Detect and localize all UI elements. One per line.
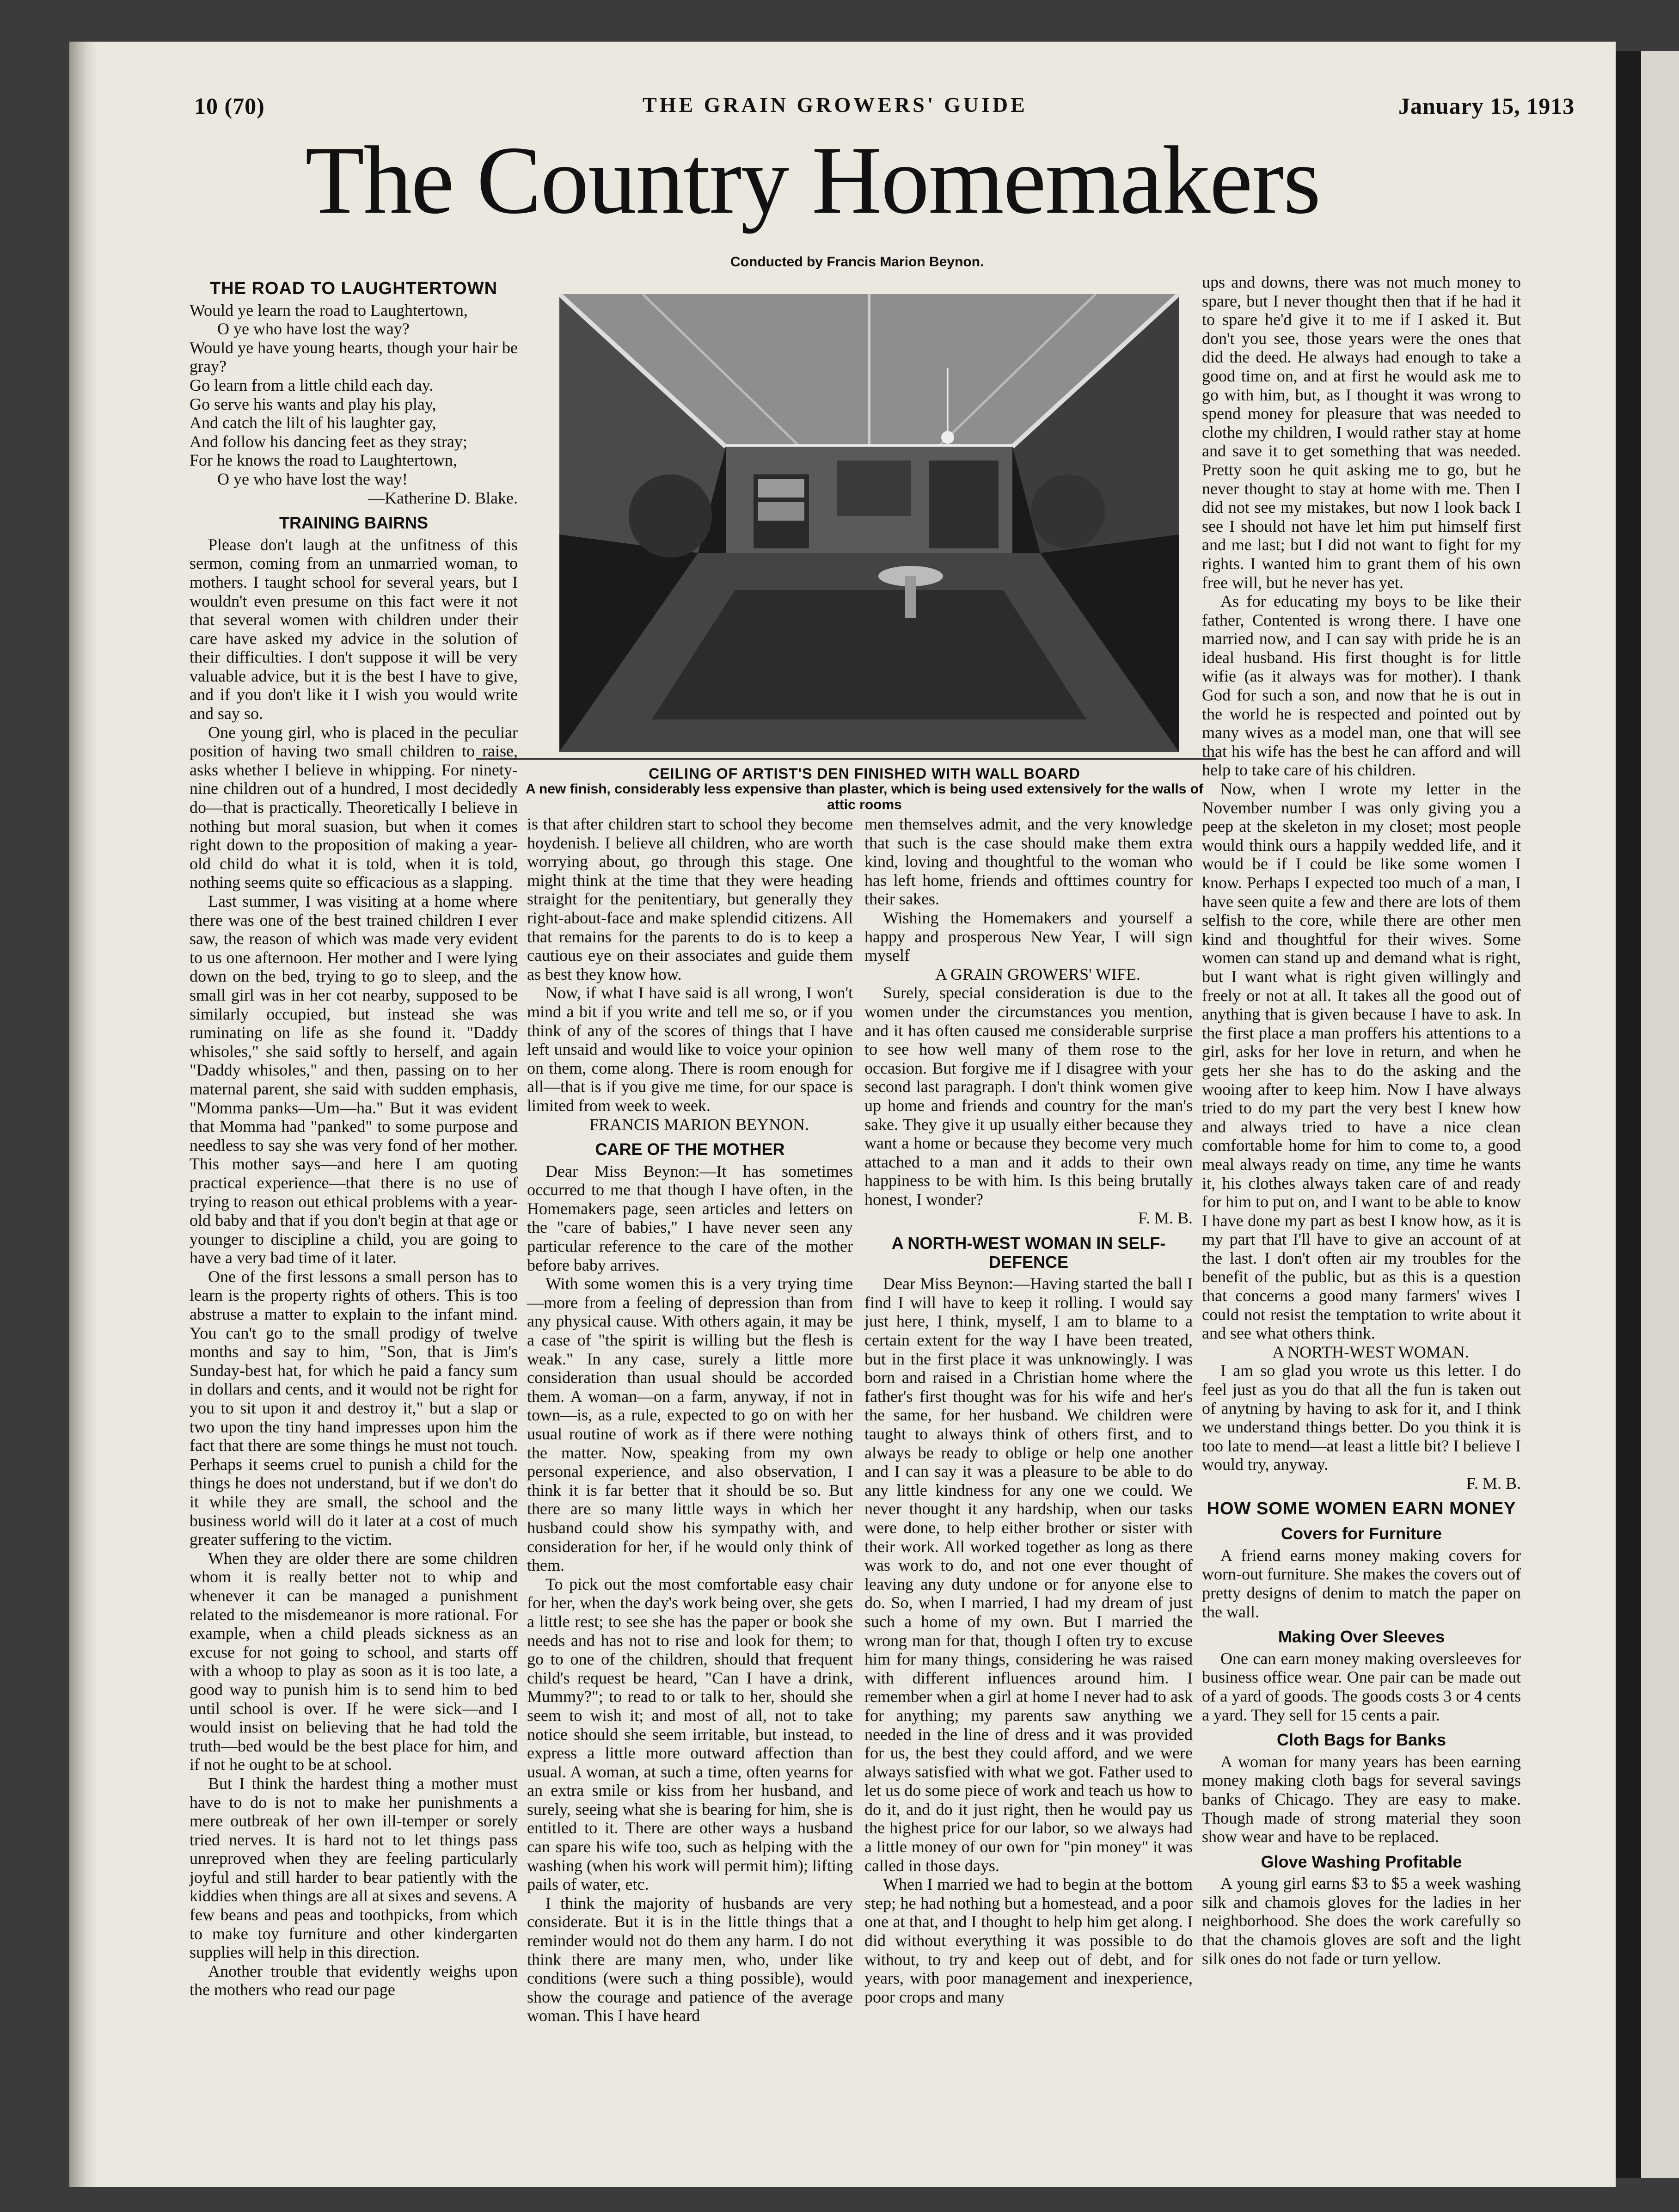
paragraph: Now, when I wrote my letter in the November number I was only giving you a peep at the skeleton in my closet; most people would think ours a happily wedded life, and it would be if I could be like some women I know. Perhaps I expected too much of a man, I have seen quite a few and there are lots of them selfish to the core, while there are other men kind and thoughtful for their wives. Some women can stand up and demand what is right, but I want what is right given willingly and freely or not at all. It takes all the good out of anything that is given because I have to ask. In the first place a man proffers his attentions to a girl, asks for her love in return, and when he gets her she has to do the asking and the wooing after to keep him. Now I have always tried to do my part the very best I knew how and always tried to have a nice clean comfortable home for him to come to, a good meal always ready on time, any time he wants it, his clothes always taken care of and ready for him to put on, and I want to be able to know I have done my part as best I know how, as it is my part that I'll have to give an account of at the last. I don't often air my troubles for the benefit of the public, but as this is a question that concerns a good many farmers' wives I could not resist the temptation to write about it and see what others think. <box>1202 780 1521 1343</box>
column-3 <box>864 815 1193 2006</box>
paragraph: Wishing the Homemakers and yourself a happy and prosperous New Year, I will sign myself <box>864 908 1193 965</box>
article-title: TRAINING BAIRNS <box>279 513 428 533</box>
paragraph: One of the first lessons a small person has to learn is the property rights of others. This is too abstruse a matter to explain to the infant mind. You can't go to the small prodigy of twelve months and say to him, "Son, that is Jim's Sunday-best hat, for which he paid a fancy sum in dollars and cents, and it would not be right for you to sit upon it and destroy it," but a slap or two upon the tiny hand impresses upon him the fact that there are some things he must not touch. Perhaps it seems cruel to punish a child for the things he does not understand, but if we don't do it while they are small, the school and the business world will do it later at a cost of much greater suffering to the victim. <box>190 1267 518 1549</box>
adjacent-page-edge <box>1616 51 1679 2178</box>
paragraph: men themselves admit, and the very knowledge that such is the case should make them extra kind, loving and thoughtful to the woman who has left home, friends and ofttimes country for their sakes. <box>864 815 1193 909</box>
paragraph: I think the majority of husbands are very considerate. But it is in the little things that a reminder would not do them any harm. I do not think there are many men, who, under like conditions (were such a thing possible), would show the courage and patience of the average woman. This I have heard <box>527 1893 853 2025</box>
poem-line: Go serve his wants and play his play, <box>190 394 436 413</box>
paragraph: When I married we had to begin at the bottom step; he had nothing but a homestead, and a poor one at that, and I thought to help him get along. I did without everything it was possible to do without, to try and keep out of debt, and for years, with poor management and inexperience, poor crops and many <box>864 1875 1193 2006</box>
section-title: HOW SOME WOMEN EARN MONEY <box>1207 1499 1516 1518</box>
column-4 <box>1202 273 1521 1968</box>
paragraph: Last summer, I was visiting at a home where there was one of the best trained children I ever saw, the reason of which was made very evident to us one afternoon. Her mother and I were lying down on the bed, trying to go to sleep, and the small girl was in her cot nearby, supposed to be similarly occupied, but instead she was ruminating on life as she found it. "Daddy whisoles," she said softly to herself, and again "Daddy whisoles," and then, passing on to her maternal parent, she said with sudden emphasis, "Momma panks—Um—ha." But it was evident that Momma had "panked" to some purpose and needless to say she was very fond of her mother. This mother says—and here I am quoting practical experience—that there is no use of trying to reason out ethical problems with a year-old baby and that if you don't begin at that age or younger to discipline a child, you are going to have a very bad time of it later. <box>190 892 518 1267</box>
caption-rule <box>476 758 1216 760</box>
paragraph: As for educating my boys to be like their father, Contented is wrong there. I have one married now, and I can say with pride he is an ideal husband. His first thought is for little wifie (as it always was for mother). I thank God for such a son, and now that he is out in the world he is respected and pointed out by many wives as a model man, one that will see that his wife has the best he can afford and will help to take care of his children. <box>1202 592 1521 780</box>
item-text: One can earn money making oversleeves for business office wear. One pair can be made out of a yard of goods. The goods costs 3 or 4 cents a yard. They sell for 15 cents a pair. <box>1202 1649 1521 1724</box>
photo-caption <box>518 766 1211 813</box>
poem-line: O ye who have lost the way! <box>217 469 408 488</box>
item-heading: Making Over Sleeves <box>1278 1627 1445 1647</box>
paragraph: When they are older there are some children whom it is really better not to whip and whenever it can be managed a punishment related to the misdemeanor is more rational. For example, when a child pleads sickness as an excuse for not going to school, and starts off with a whoop to play as soon as it is too late, a good way to punish him is to send him to bed until school is over. If he were sick—and I would insist on believing that he had told the truth—bed would be the best place for him, and if not he ought to be at school. <box>190 1548 518 1774</box>
attic-den-illustration <box>559 294 1179 752</box>
item-heading: Covers for Furniture <box>1281 1524 1442 1543</box>
poem-title: THE ROAD TO LAUGHTERTOWN <box>209 279 498 298</box>
signature: A GRAIN GROWERS' WIFE. <box>935 965 1140 983</box>
paragraph: Now, if what I have said is all wrong, I won't mind a bit if you write and tell me so, or if you think of any of the scores of things that I have left unsaid and would like to voice your opinion on them, come along. There is room enough for all—that is if you give me time, for our space is limited from week to week. <box>527 983 853 1115</box>
paragraph: To pick out the most comfortable easy chair for her, when the day's work being over, she gets a little rest; to see she has the paper or book she needs and has not to rise and look for them; to go to one of the children, should that frequent child's request be heard, "Can I have a drink, Mummy?"; to read to or talk to her, should she seem to wish it; and most of all, not to take notice should she seem irritable, but instead, to express a little more outward affection than usual. A woman, at such a time, often yearns for an extra smile or kiss from her husband, and surely, seeing what she is bearing for him, she is entitled to it. There are other ways a husband can spare his wife too, such as helping with the washing (when his work will permit him); lifting pails of water, etc. <box>527 1574 853 1894</box>
page-title: The Country Homemakers <box>305 127 1320 234</box>
caption-title: CEILING OF ARTIST'S DEN FINISHED WITH WALL BOARD <box>649 765 1080 782</box>
article-title: A NORTH-WEST WOMAN IN SELF-DEFENCE <box>891 1234 1166 1272</box>
byline: Conducted by Francis Marion Beynon. <box>730 254 984 270</box>
poem-line: And catch the lilt of his laughter gay, <box>190 413 436 432</box>
signature: A NORTH-WEST WOMAN. <box>1272 1342 1469 1361</box>
column-1 <box>190 273 518 1999</box>
poem-line: O ye who have lost the way? <box>217 320 410 338</box>
caption-text: A new finish, considerably less expensive than plaster, which is being used extensively for the walls of attic rooms <box>525 781 1203 812</box>
poem-author: —Katherine D. Blake. <box>368 488 518 507</box>
paragraph: With some women this is a very trying time—more from a feeling of depression than from any physical cause. With others again, it may be a case of "the spirit is willing but the flesh is weak." In any case, surely a little more consideration than usual should be accorded them. A woman—on a farm, anyway, if not in town—is, as a rule, expected to go on with her usual routine of work as if there were nothing the matter. Now, speaking from my own personal experience, and also observation, I think it is far better that it should be so. But there are so many little ways in which her husband could show his sympathy with, and consideration for her, if he would only think of them. <box>527 1274 853 1575</box>
poem-line: For he knows the road to Laughtertown, <box>190 451 457 470</box>
paragraph: Another trouble that evidently weighs upon the mothers who read our page <box>190 1961 518 1999</box>
editor-reply: I am so glad you wrote us this letter. I do feel just as you do that all the fun is taken out of anytning by having to ask for it, and I think we understand things better. Do you think it is too late to mend—at least a little bit? I believe I would try, anyway. <box>1202 1361 1521 1474</box>
paragraph: But I think the hardest thing a mother must have to do is not to make her punishments a mere outbreak of her own ill-temper or sorely tried nerves. It is hard not to let things pass unreproved when they are feeling particularly joyful and still harder to bear patiently with the kiddies when things are all at sixes and sevens. A few beans and peas and toothpicks, from which to make toy furniture and other kindergarten supplies will help in this direction. <box>190 1774 518 1962</box>
item-heading: Glove Washing Profitable <box>1261 1852 1462 1871</box>
item-text: A woman for many years has been earning money making cloth bags for several savings banks of Chicago. They are easy to make. Though made of strong material they soon show wear and have to be replaced. <box>1202 1752 1521 1846</box>
issue-date: January 15, 1913 <box>1398 93 1575 119</box>
item-text: A young girl earns $3 to $5 a week washing silk and chamois gloves for the ladies in her neighborhood. She does the work carefully so that the chamois gloves are soft and the light silk ones do not fade or turn yellow. <box>1202 1874 1521 1968</box>
signature: FRANCIS MARION BEYNON. <box>589 1115 809 1134</box>
publication-name: THE GRAIN GROWERS' GUIDE <box>643 93 1028 117</box>
page-number: 10 (70) <box>194 93 265 119</box>
editor-signature: F. M. B. <box>1138 1209 1193 1228</box>
paragraph: Please don't laugh at the unfitness of this sermon, coming from an unmarried woman, to mothers. I taught school for several years, but I wouldn't even presume on this fact were it not that several women with children under their care have asked my advice in the solution of their difficulties. I don't suppose it will be very valuable advice, but it is the best I have to give, and if you don't like it I wish you would write and say so. <box>190 535 518 723</box>
poem-line: Would ye have young hearts, though your hair be gray? <box>190 338 518 376</box>
paragraph: One young girl, who is placed in the peculiar position of having two small children to raise, asks whether I believe in whipping. For ninety-nine children out of a hundred, I most decidedly do—that is practically. Theoretically I believe in nothing but moral suasion, but when it comes right down to the proposition of making a year-old child do what it is told, when it is told, nothing seems quite so efficacious as a slapping. <box>190 723 518 892</box>
poem-line: Go learn from a little child each day. <box>190 375 434 394</box>
paragraph: Dear Miss Beynon:—Having started the ball I find I will have to keep it rolling. I would say just here, I think, myself, I am to blame to a certain extent for the way I have been treated, but in the first place it was unknowingly. I was born and raised in a Christian home where the father's first thought was for his wife and her's the same, for her husband. We children were taught to always think of others first, and to always be ready to oblige or help one another and I can say it was a pleasure to be able to do any little kindness for any one we could. We never thought it any hardship, when our tasks were done, to help either brother or sister with their work. All worked together as long as there was work to do, and not one ever thought of leaving any duty undone or for anyone else to do. So, when I married, I had my dream of just such a home of my own. But I married the wrong man for that, though I often try to excuse him for many things, considering he was raised with different influences around him. I remember when a girl at home I never had to ask for anything; my parents saw anything we needed in the line of dress and it was provided for us, the best they could afford, and we were always satisfied with what we got. Father used to let us do some piece of work and teach us how to do it, and do it just right, then he would pay us the highest price for our labor, so we always had a little money of our own for "pin money" it was called in those days. <box>864 1274 1193 1875</box>
editor-reply: Surely, special consideration is due to the women under the circumstances you mention, and it has often caused me considerable surprise to see how well many of them rose to the occasion. But forgive me if I disagree with your second last paragraph. I don't think women give up home and friends and country for the man's sake. They give it up usually either because they want a home or because they become very much attached to a man and it adds to their own happiness to be with him. Is this being brutally honest, I wonder? <box>864 983 1193 1209</box>
paragraph: ups and downs, there was not much money to spare, but I never thought then that if he had it to spare he'd give it to me if I asked it. But don't you see, those years were the ones that did the deed. He always had enough to take a good time on, and at first he would ask me to go with him, but, as I thought it was wrong to spend money for pleasure that was needed to clothe my children, I would rather stay at home and save it to get something that was needed. Pretty soon he quit asking me to go, but he never thought to stay at home with me. Then I did not see my mistakes, but now I look back I see I should not have let him put himself first and me last; but I did not want to fight for my rights. I wanted him to grant them of his own free will, but he never has yet. <box>1202 273 1521 592</box>
page-shadow <box>1616 51 1641 2178</box>
column-2 <box>527 815 853 2025</box>
paragraph: Dear Miss Beynon:—It has sometimes occurred to me that though I have often, in the Homemakers page, seen articles and letters on the "care of babies," I have never seen any particular reference to the care of the mother before baby arrives. <box>527 1161 853 1274</box>
editor-signature: F. M. B. <box>1466 1474 1521 1493</box>
page-gutter <box>69 42 97 2187</box>
poem-line: And follow his dancing feet as they stray; <box>190 432 467 451</box>
item-heading: Cloth Bags for Banks <box>1276 1730 1446 1750</box>
article-title: CARE OF THE MOTHER <box>595 1140 785 1159</box>
item-text: A friend earns money making covers for worn-out furniture. She makes the covers out of pretty designs of denim to match the paper on the wall. <box>1202 1546 1521 1621</box>
paragraph: is that after children start to school they become hoydenish. I believe all children, who are worth worrying about, go through this stage. One might think at the time that they were heading straight for the penitentiary, but generally they right-about-face and make splendid citizens. All that remains for the parents to do is to keep a cautious eye on their associates and guide them as best they know how. <box>527 815 853 983</box>
poem-line: Would ye learn the road to Laughtertown, <box>190 301 468 320</box>
room-photo <box>559 294 1179 752</box>
